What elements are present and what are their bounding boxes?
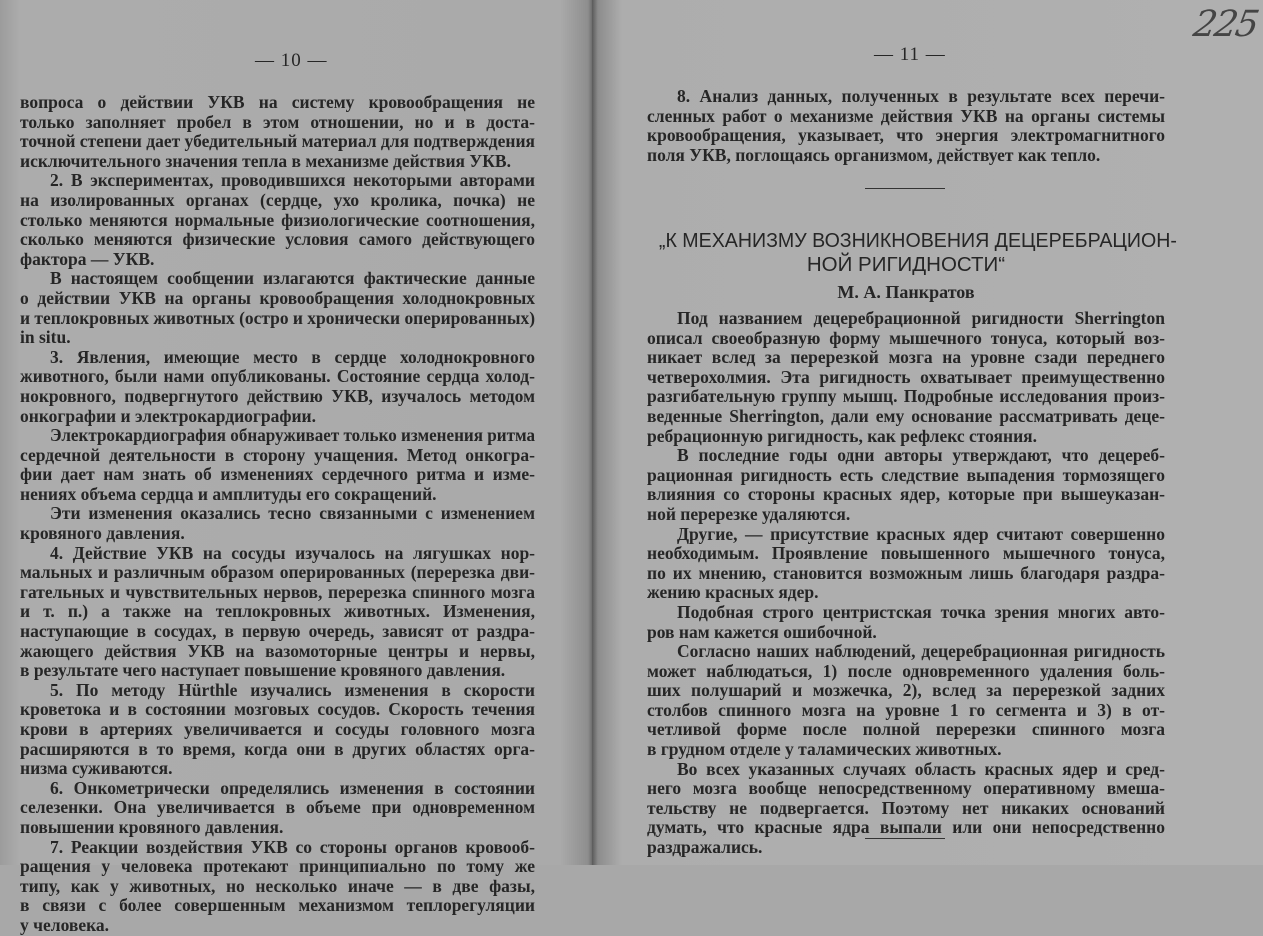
text-line <box>20 446 535 466</box>
paragraph <box>647 525 1165 603</box>
text-line <box>20 426 535 446</box>
text-line <box>20 740 535 760</box>
text-line-content: ной перерезке удаляются. <box>647 503 851 524</box>
text-line-content: необходимым. Проявление повышенного мышечного тонуса, <box>647 543 1165 564</box>
text-line-content: нокровного, подвергнутого действию УКВ, изучалось методом <box>20 385 535 406</box>
text-line <box>647 348 1165 368</box>
text-line-content: мальных и различным образом оперированных (перерезка дви- <box>20 562 535 583</box>
text-line-content: ребрационную ригидность, как рефлекс стояния. <box>647 425 1038 446</box>
text-line <box>20 230 535 250</box>
text-line-content: фии дает нам знать об изменениях сердечного ритма и изме- <box>20 464 535 485</box>
text-line <box>20 896 535 916</box>
paragraph <box>20 348 535 426</box>
text-line-content: ращения у человека протекают принципиально по тому же <box>20 856 535 877</box>
text-line <box>20 269 535 289</box>
text-line <box>20 387 535 407</box>
text-line-content: онкографии и электрокардиографии. <box>20 405 317 426</box>
text-line-content: кроветока и в состоянии мозговых сосудов. Скорость течения <box>20 699 535 720</box>
text-line-content: по их мнению, становится возможным лишь благодаря раздра- <box>647 562 1165 583</box>
paragraph <box>20 838 535 936</box>
text-line-content: жению красных ядер. <box>647 582 819 603</box>
page-number: — 11 — <box>874 44 946 65</box>
text-line-content: точной степени дает убедительный материал для подтверждения <box>20 131 535 152</box>
paragraph <box>20 269 535 347</box>
text-line-content: фактора — УКВ. <box>20 248 155 269</box>
page-body <box>20 93 535 936</box>
text-line <box>20 113 535 133</box>
text-line <box>20 485 535 505</box>
text-line <box>647 87 1165 107</box>
text-line <box>647 387 1165 407</box>
text-line <box>647 818 1165 838</box>
text-line-content: нениях объема сердца и амплитуды его сокращений. <box>20 483 437 504</box>
text-line <box>20 250 535 270</box>
text-line-content: 2. В экспериментах, проводившихся некоторыми авторами <box>50 170 535 191</box>
article-body <box>647 309 1165 858</box>
text-line-content: раздражались. <box>647 837 763 858</box>
text-line <box>647 329 1165 349</box>
text-line <box>647 740 1165 760</box>
text-line-content: тельству не подвергается. Поэтому нет никаких оснований <box>647 797 1165 818</box>
paragraph <box>647 446 1165 524</box>
article-title-line-1 <box>647 229 1177 252</box>
text-line <box>647 642 1165 662</box>
text-line-content: Эти изменения оказались тесно связанными с изменением <box>50 503 535 524</box>
text-line <box>20 661 535 681</box>
paragraph <box>20 504 535 543</box>
paragraph <box>20 426 535 504</box>
text-line <box>20 309 535 329</box>
text-line <box>647 485 1165 505</box>
text-line-content: расширяются в то время, когда они в других областях орга- <box>20 738 535 759</box>
text-line-content: Подобная строго центристская точка зрения многих авто- <box>677 601 1165 622</box>
text-line-content: только заполняет пробел в этом отношении, но и в доста- <box>20 111 535 132</box>
right-page <box>592 0 1263 865</box>
article-title-text: „К МЕХАНИЗМУ ВОЗНИКНОВЕНИЯ ДЕЦЕРЕБРАЦИОН- <box>658 229 1177 252</box>
article-title-line-2 <box>647 253 1165 276</box>
text-line-content: него мозга вообще непосредственному оперативному вмеша- <box>647 778 1165 799</box>
paragraph <box>647 87 1165 165</box>
text-line <box>647 407 1165 427</box>
text-line <box>20 289 535 309</box>
text-line-content: гательных и чувствительных нервов, перерезка спинного мозга <box>20 581 535 602</box>
text-line-content: в грудном отделе у таламических животных. <box>647 739 1002 760</box>
text-line <box>647 623 1165 643</box>
article-title-text: НОЙ РИГИДНОСТИ“ <box>806 253 1006 276</box>
text-line-content: поля УКВ, поглощаясь организмом, действует как тепло. <box>647 144 1101 165</box>
text-line <box>647 603 1165 623</box>
text-line <box>647 505 1165 525</box>
text-line-content: 3. Явления, имеющие место в сердце холоднокровного <box>50 346 535 367</box>
text-line-content: может наблюдаться, 1) после одновременного удаления боль- <box>647 660 1165 681</box>
text-line <box>20 152 535 172</box>
text-line <box>20 759 535 779</box>
text-line-content: жающего действия УКВ на вазомоторные центры и нервы, <box>20 640 535 661</box>
text-line-content: сердечной деятельности в сторону учащения. Метод онкогра- <box>20 444 535 465</box>
conclusion-paragraph <box>647 87 1165 165</box>
text-line-content: ших полушарий и мозжечка, 2), вслед за перерезкой задних <box>647 680 1165 701</box>
text-line-content: 6. Онкометрически определялись изменения в состоянии <box>50 777 535 798</box>
text-line-content: В последние годы одни авторы утверждают, что децереб- <box>677 445 1165 466</box>
text-line <box>647 760 1165 780</box>
text-line <box>647 564 1165 584</box>
text-line-content: Согласно наших наблюдений, децеребрационная ригидность <box>677 641 1165 662</box>
article-author: М. А. Панкратов <box>837 282 975 302</box>
text-line <box>20 407 535 427</box>
text-line-content: 7. Реакции воздействия УКВ со стороны органов кровооб- <box>50 836 535 857</box>
text-line <box>647 838 1165 858</box>
text-line <box>20 367 535 387</box>
text-line <box>647 701 1165 721</box>
text-line <box>647 146 1165 166</box>
text-line-content: Под названием децеребрационной ригидности Sherrington <box>677 308 1165 328</box>
text-line-content: столбов спинного мозга на уровне 1 го сегмента и 3) в от- <box>647 699 1165 720</box>
text-line-content: никает вслед за перерезкой мозга на уровне сзади переднего <box>647 347 1165 368</box>
text-line <box>20 563 535 583</box>
text-line <box>20 211 535 231</box>
text-line <box>647 107 1165 127</box>
text-line <box>20 642 535 662</box>
handwritten-folio-number: 225 <box>1190 4 1261 45</box>
text-line-content: на изолированных органах (сердце, ухо кролика, почка) не <box>20 189 535 210</box>
text-line-content: Электрокардиография обнаруживает только изменения ритма <box>50 425 536 446</box>
text-line <box>20 857 535 877</box>
text-line-content: типу, как у животных, но несколько иначе — в две фазы, <box>20 875 535 896</box>
text-line <box>647 720 1165 740</box>
text-line-content: думать, что красные ядра выпали или они непосредственно <box>647 817 1165 838</box>
text-line <box>20 622 535 642</box>
paragraph <box>20 93 535 171</box>
text-line-content: сленных работ о механизме действия УКВ на органы системы <box>647 105 1165 126</box>
page-number: — 10 — <box>255 50 328 71</box>
text-line <box>20 191 535 211</box>
paragraph <box>20 544 535 681</box>
text-line-content: в связи с более совершенным механизмом теплорегуляции <box>20 895 535 916</box>
text-line <box>20 916 535 936</box>
text-line <box>20 798 535 818</box>
text-line-content: у человека. <box>20 914 110 935</box>
text-line-content: наступающие в сосудах, в первую очередь, зависят от раздра- <box>20 621 535 642</box>
left-page <box>0 0 592 935</box>
text-line <box>647 681 1165 701</box>
text-line <box>20 544 535 564</box>
text-line-content: о действии УКВ на органы кровообращения холоднокровных <box>20 287 535 308</box>
text-line-content: низма суживаются. <box>20 758 173 779</box>
text-line-content: in situ. <box>20 327 71 348</box>
paragraph <box>20 779 535 838</box>
paragraph <box>647 642 1165 760</box>
text-line-content: исключительного значения тепла в механизме действия УКВ. <box>20 150 511 171</box>
text-line-content: рационная ригидность есть следствие выпадения тормозящего <box>647 464 1165 485</box>
paragraph <box>647 603 1165 642</box>
text-line <box>20 171 535 191</box>
text-line-content: в результате чего наступает повышение кровяного давления. <box>20 660 506 681</box>
text-line <box>647 779 1165 799</box>
text-line-content: и теплокровных животных (остро и хронически оперированных) <box>20 307 536 328</box>
text-line-content: влияния со стороны красных ядер, которые при вышеуказан- <box>647 484 1165 505</box>
text-line-content: 4. Действие УКВ на сосуды изучалось на лягушках нор- <box>50 542 535 563</box>
text-line-content: В настоящем сообщении излагаются фактические данные <box>50 268 535 289</box>
text-line <box>20 132 535 152</box>
text-line <box>20 583 535 603</box>
text-line <box>20 465 535 485</box>
paragraph <box>20 171 535 269</box>
paragraph <box>647 760 1165 858</box>
text-line <box>20 348 535 368</box>
text-line <box>20 602 535 622</box>
text-line-content: кровяного давления. <box>20 523 185 544</box>
text-line <box>647 466 1165 486</box>
text-line-content: животного, были нами опубликованы. Состояние сердца холод- <box>20 366 535 387</box>
end-divider <box>865 838 945 839</box>
text-line-content: сколько меняются физические условия самого действующего <box>20 229 535 250</box>
text-line <box>20 93 535 113</box>
text-line <box>20 720 535 740</box>
text-line-content: Во всех указанных случаях область красных ядер и сред- <box>677 758 1165 779</box>
text-line-content: веденные Sherrington, дали ему основание рассматривать деце- <box>647 405 1165 426</box>
text-line <box>647 309 1165 329</box>
text-line <box>20 779 535 799</box>
text-line <box>647 583 1165 603</box>
text-line-content: вопроса о действии УКВ на систему кровообращения не <box>20 92 535 112</box>
text-line-content: столько меняются нормальные физиологические соотношения, <box>20 209 535 230</box>
text-line-content: четливой форме после полной перерезки спинного мозга <box>647 719 1165 740</box>
text-line <box>20 818 535 838</box>
text-line-content: 8. Анализ данных, полученных в результате всех перечи- <box>677 86 1165 106</box>
paragraph <box>20 681 535 779</box>
text-line-content: Другие, — присутствие красных ядер считают совершенно <box>677 523 1165 544</box>
text-line-content: описал своеобразную форму мышечного тонуса, который воз- <box>647 327 1165 348</box>
text-line <box>647 544 1165 564</box>
text-line <box>647 126 1165 146</box>
text-line-content: и т. п.) а также на теплокровных животных. Изменения, <box>20 601 535 622</box>
text-line-content: повышении кровяного давления. <box>20 816 284 837</box>
text-line <box>647 799 1165 819</box>
text-line <box>647 662 1165 682</box>
text-line <box>647 368 1165 388</box>
text-line-content: селезенки. Она увеличивается в объеме при одновременном <box>20 797 535 818</box>
text-line-content: ров нам кажется ошибочной. <box>647 621 877 642</box>
text-line <box>647 446 1165 466</box>
text-line-content: четверохолмия. Эта ригидность охватывает преимущественно <box>647 366 1165 387</box>
text-line <box>20 504 535 524</box>
paragraph <box>647 309 1165 446</box>
text-line <box>20 877 535 897</box>
text-line <box>20 700 535 720</box>
text-line-content: 5. По методу Hürthle изучались изменения в скорости <box>50 679 535 700</box>
text-line-content: крови в артериях увеличивается и сосуды головного мозга <box>20 719 535 739</box>
text-line <box>647 427 1165 447</box>
text-line <box>20 524 535 544</box>
text-line <box>20 838 535 858</box>
text-line <box>20 328 535 348</box>
text-line <box>20 681 535 701</box>
text-line-content: кровообращения, указывает, что энергия электромагнитного <box>647 125 1165 146</box>
text-line-content: разгибательную группу мышц. Подробные исследования произ- <box>647 386 1165 407</box>
text-line <box>647 525 1165 545</box>
section-divider <box>865 188 945 189</box>
